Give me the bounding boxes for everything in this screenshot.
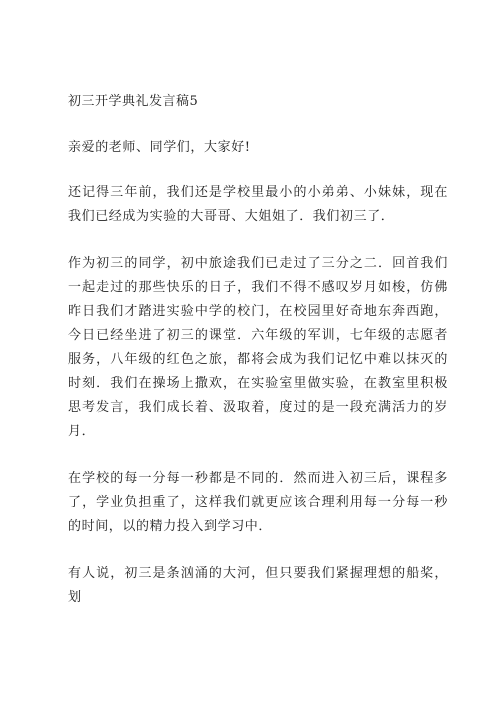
paragraph-3: 在学校的每一分每一秒都是不同的．然而进入初三后，课程多了，学业负担重了，这样我们就更应该合理利用每一分每一秒的时间，以的精力投入到学习中． bbox=[68, 471, 448, 534]
paragraph-4: 有人说，初三是条汹涌的大河，但只要我们紧握理想的船桨，划 bbox=[68, 566, 448, 605]
paragraph-1: 还记得三年前，我们还是学校里最小的小弟弟、小妹妹，现在我们已经成为实验的大哥哥、大姐姐了．我们初三了． bbox=[68, 185, 448, 224]
paragraph-2: 作为初三的同学，初中旅途我们已走过了三分之二．回首我们一起走过的那些快乐的日子，我们不得不感叹岁月如梭，仿佛昨日我们才踏进实验中学的校门，在校园里好奇地东奔西跑，今日已经坐进了初三的课堂．六年级的军训，七年级的志愿者服务，八年级的红色之旅，都将会成为我们记忆中难以抹灭的时刻．我们在操场上撒欢，在实验室里做实验，在教室里积极思考发言，我们成长着、汲取着，度过的是一段充满活力的岁月． bbox=[68, 256, 448, 439]
document-title: 初三开学典礼发言稿5 bbox=[68, 94, 199, 109]
document-body bbox=[68, 92, 448, 633]
paragraph-greeting: 亲爱的老师、同学们，大家好! bbox=[68, 140, 251, 155]
